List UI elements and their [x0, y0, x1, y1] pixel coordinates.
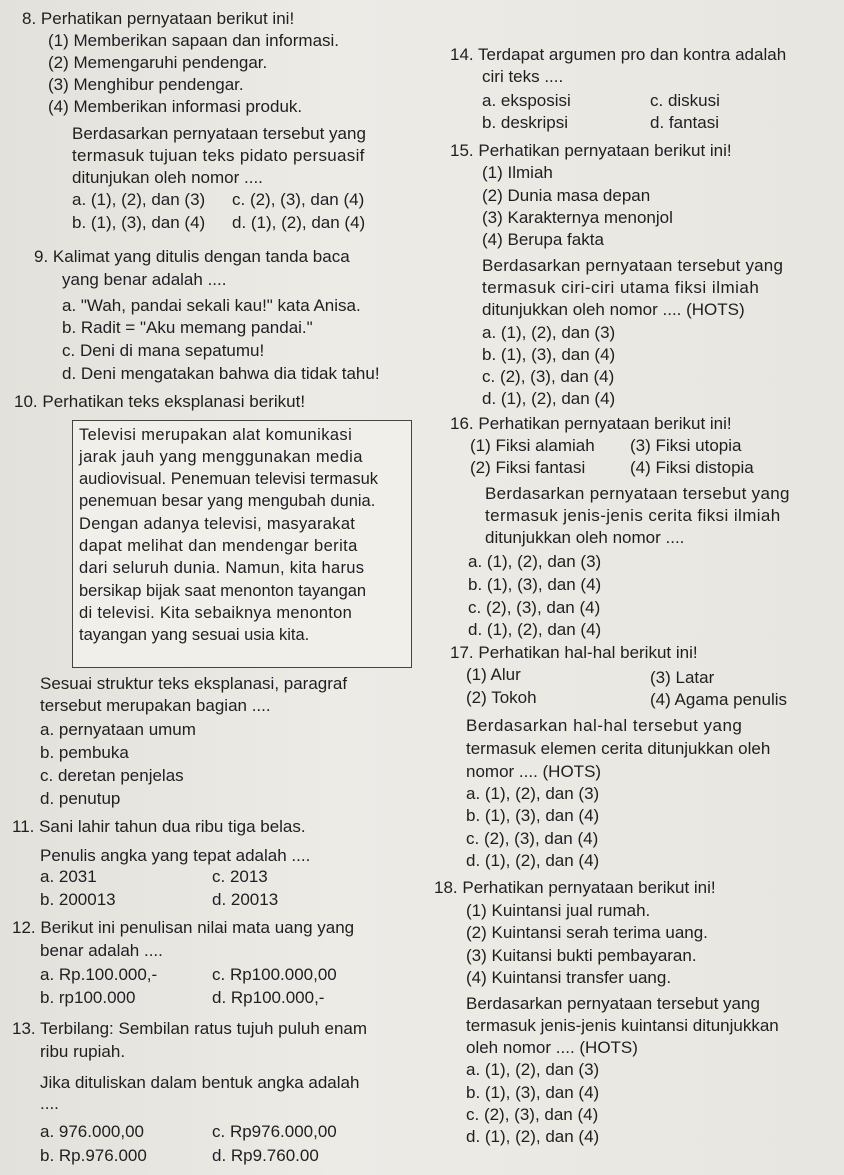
- q11-option-d[interactable]: d. 20013: [212, 890, 279, 909]
- q17-item-2: (2) Tokoh: [466, 688, 537, 707]
- q10-stem: 10. Perhatikan teks eksplanasi berikut!: [14, 392, 306, 411]
- q17-item-1: (1) Alur: [466, 665, 521, 684]
- q14-stem-2: ciri teks ....: [482, 67, 564, 86]
- box-line-6: dapat melihat dan mendengar berita: [79, 537, 358, 555]
- q8-item-1: (1) Memberikan sapaan dan informasi.: [48, 31, 340, 50]
- q13-stem: 13. Terbilang: Sembilan ratus tujuh puluh enam: [12, 1019, 368, 1038]
- q9-stem-2: yang benar adalah ....: [62, 270, 227, 289]
- explanation-text-box: [72, 420, 412, 668]
- q9-option-d[interactable]: d. Deni mengatakan bahwa dia tidak tahu!: [62, 364, 380, 383]
- q17-body-1: Berdasarkan hal-hal tersebut yang: [466, 716, 743, 735]
- q15-option-c[interactable]: c. (2), (3), dan (4): [482, 367, 615, 386]
- q18-item-1: (1) Kuintansi jual rumah.: [466, 901, 651, 920]
- q9-option-b[interactable]: b. Radit = "Aku memang pandai.": [62, 318, 313, 337]
- box-line-5: Dengan adanya televisi, masyarakat: [79, 515, 356, 533]
- q10-after-2: tersebut merupakan bagian ....: [40, 696, 271, 715]
- q16-item-4: (4) Fiksi distopia: [630, 458, 754, 477]
- q11-stem-2: Penulis angka yang tepat adalah ....: [40, 846, 311, 865]
- q11-option-c[interactable]: c. 2013: [212, 867, 268, 886]
- q17-item-3: (3) Latar: [650, 668, 715, 687]
- q13-stem-2: ribu rupiah.: [40, 1042, 126, 1061]
- q16-body-2: termasuk jenis-jenis cerita fiksi ilmiah: [485, 506, 781, 525]
- q18-body-3: oleh nomor .... (HOTS): [466, 1038, 638, 1057]
- q17-body-3: nomor .... (HOTS): [466, 762, 602, 781]
- box-line-8: bersikap bijak saat menonton tayangan: [79, 582, 367, 600]
- q16-option-b[interactable]: b. (1), (3), dan (4): [468, 575, 602, 594]
- q15-item-3: (3) Karakternya menonjol: [482, 208, 673, 227]
- q14-option-b[interactable]: b. deskripsi: [482, 113, 568, 132]
- q10-option-b[interactable]: b. pembuka: [40, 743, 129, 762]
- q8-option-a[interactable]: a. (1), (2), dan (3): [72, 190, 206, 209]
- box-line-9: di televisi. Kita sebaiknya menonton: [79, 604, 353, 622]
- q16-option-d[interactable]: d. (1), (2), dan (4): [468, 620, 602, 639]
- q15-stem: 15. Perhatikan pernyataan berikut ini!: [450, 141, 732, 160]
- q8-stem: 8. Perhatikan pernyataan berikut ini!: [22, 9, 295, 28]
- q18-item-3: (3) Kuitansi bukti pembayaran.: [466, 946, 697, 965]
- box-line-3: audiovisual. Penemuan televisi termasuk: [79, 470, 378, 488]
- q18-option-a[interactable]: a. (1), (2), dan (3): [466, 1060, 600, 1079]
- q18-option-d[interactable]: d. (1), (2), dan (4): [466, 1127, 600, 1146]
- q10-after-1: Sesuai struktur teks eksplanasi, paragraf: [40, 674, 348, 693]
- q16-stem: 16. Perhatikan pernyataan berikut ini!: [450, 414, 732, 433]
- q18-option-c[interactable]: c. (2), (3), dan (4): [466, 1105, 599, 1124]
- q8-body-1: Berdasarkan pernyataan tersebut yang: [72, 124, 366, 143]
- q16-item-2: (2) Fiksi fantasi: [470, 458, 586, 477]
- q10-option-c[interactable]: c. deretan penjelas: [40, 766, 184, 785]
- q18-body-2: termasuk jenis-jenis kuintansi ditunjukkan: [466, 1016, 779, 1035]
- q18-stem: 18. Perhatikan pernyataan berikut ini!: [434, 878, 716, 897]
- q17-option-d[interactable]: d. (1), (2), dan (4): [466, 851, 600, 870]
- q16-body-3: ditunjukkan oleh nomor ....: [485, 528, 685, 547]
- q18-option-b[interactable]: b. (1), (3), dan (4): [466, 1083, 600, 1102]
- q14-stem: 14. Terdapat argumen pro dan kontra adalah: [450, 45, 787, 64]
- q12-option-c[interactable]: c. Rp100.000,00: [212, 965, 337, 984]
- q13-stem-4: ....: [40, 1094, 59, 1113]
- q14-option-a[interactable]: a. eksposisi: [482, 91, 571, 110]
- q8-option-c[interactable]: c. (2), (3), dan (4): [232, 190, 365, 209]
- q13-option-a[interactable]: a. 976.000,00: [40, 1122, 144, 1141]
- q16-body-1: Berdasarkan pernyataan tersebut yang: [485, 484, 790, 503]
- q8-body-2: termasuk tujuan teks pidato persuasif: [72, 146, 365, 165]
- q17-item-4: (4) Agama penulis: [650, 690, 788, 709]
- q12-option-d[interactable]: d. Rp100.000,-: [212, 988, 325, 1007]
- q17-option-a[interactable]: a. (1), (2), dan (3): [466, 784, 600, 803]
- q15-option-d[interactable]: d. (1), (2), dan (4): [482, 389, 616, 408]
- q15-body-1: Berdasarkan pernyataan tersebut yang: [482, 256, 784, 275]
- q13-stem-3: Jika dituliskan dalam bentuk angka adalah: [40, 1073, 360, 1092]
- q14-option-c[interactable]: c. diskusi: [650, 91, 720, 110]
- q10-option-a[interactable]: a. pernyataan umum: [40, 720, 196, 739]
- q8-option-d[interactable]: d. (1), (2), dan (4): [232, 213, 366, 232]
- q9-option-c[interactable]: c. Deni di mana sepatumu!: [62, 341, 265, 360]
- q8-item-2: (2) Memengaruhi pendengar.: [48, 53, 268, 72]
- q18-item-2: (2) Kuintansi serah terima uang.: [466, 923, 708, 942]
- q16-item-3: (3) Fiksi utopia: [630, 436, 742, 455]
- box-line-2: jarak jauh yang menggunakan media: [79, 448, 363, 466]
- box-line-1: Televisi merupakan alat komunikasi: [79, 426, 353, 444]
- q17-body-2: termasuk elemen cerita ditunjukkan oleh: [466, 739, 771, 758]
- box-line-10: tayangan yang sesuai usia kita.: [79, 626, 310, 644]
- q16-option-a[interactable]: a. (1), (2), dan (3): [468, 552, 602, 571]
- q12-stem: 12. Berikut ini penulisan nilai mata uang yang: [12, 918, 355, 937]
- q15-option-a[interactable]: a. (1), (2), dan (3): [482, 323, 616, 342]
- q15-item-2: (2) Dunia masa depan: [482, 186, 651, 205]
- q13-option-d[interactable]: d. Rp9.760.00: [212, 1146, 319, 1165]
- q8-item-4: (4) Memberikan informasi produk.: [48, 97, 303, 116]
- q8-option-b[interactable]: b. (1), (3), dan (4): [72, 213, 206, 232]
- q14-option-d[interactable]: d. fantasi: [650, 113, 719, 132]
- q16-option-c[interactable]: c. (2), (3), dan (4): [468, 598, 601, 617]
- q12-option-a[interactable]: a. Rp.100.000,-: [40, 965, 158, 984]
- box-line-4: penemuan besar yang mengubah dunia.: [79, 492, 376, 510]
- q12-option-b[interactable]: b. rp100.000: [40, 988, 136, 1007]
- q17-option-b[interactable]: b. (1), (3), dan (4): [466, 806, 600, 825]
- q9-option-a[interactable]: a. "Wah, pandai sekali kau!" kata Anisa.: [62, 296, 361, 315]
- q15-option-b[interactable]: b. (1), (3), dan (4): [482, 345, 616, 364]
- q11-option-b[interactable]: b. 200013: [40, 890, 116, 909]
- q18-body-1: Berdasarkan pernyataan tersebut yang: [466, 994, 760, 1013]
- q16-item-1: (1) Fiksi alamiah: [470, 436, 595, 455]
- q8-item-3: (3) Menghibur pendengar.: [48, 75, 244, 94]
- q12-stem-2: benar adalah ....: [40, 941, 163, 960]
- q11-option-a[interactable]: a. 2031: [40, 867, 97, 886]
- q11-stem: 11. Sani lahir tahun dua ribu tiga belas.: [12, 817, 306, 836]
- q13-option-c[interactable]: c. Rp976.000,00: [212, 1122, 337, 1141]
- q15-body-2: termasuk ciri-ciri utama fiksi ilmiah: [482, 278, 760, 297]
- q13-option-b[interactable]: b. Rp.976.000: [40, 1146, 147, 1165]
- q15-item-1: (1) Ilmiah: [482, 163, 553, 182]
- q15-item-4: (4) Berupa fakta: [482, 230, 604, 249]
- q18-item-4: (4) Kuintansi transfer uang.: [466, 968, 672, 987]
- q9-stem: 9. Kalimat yang ditulis dengan tanda baca: [34, 247, 350, 266]
- q10-option-d[interactable]: d. penutup: [40, 789, 121, 808]
- q17-option-c[interactable]: c. (2), (3), dan (4): [466, 829, 599, 848]
- q15-body-3: ditunjukkan oleh nomor .... (HOTS): [482, 300, 745, 319]
- q17-stem: 17. Perhatikan hal-hal berikut ini!: [450, 643, 698, 662]
- q8-body-3: ditunjukan oleh nomor ....: [72, 168, 263, 187]
- box-line-7: dari seluruh dunia. Namun, kita harus: [79, 559, 365, 577]
